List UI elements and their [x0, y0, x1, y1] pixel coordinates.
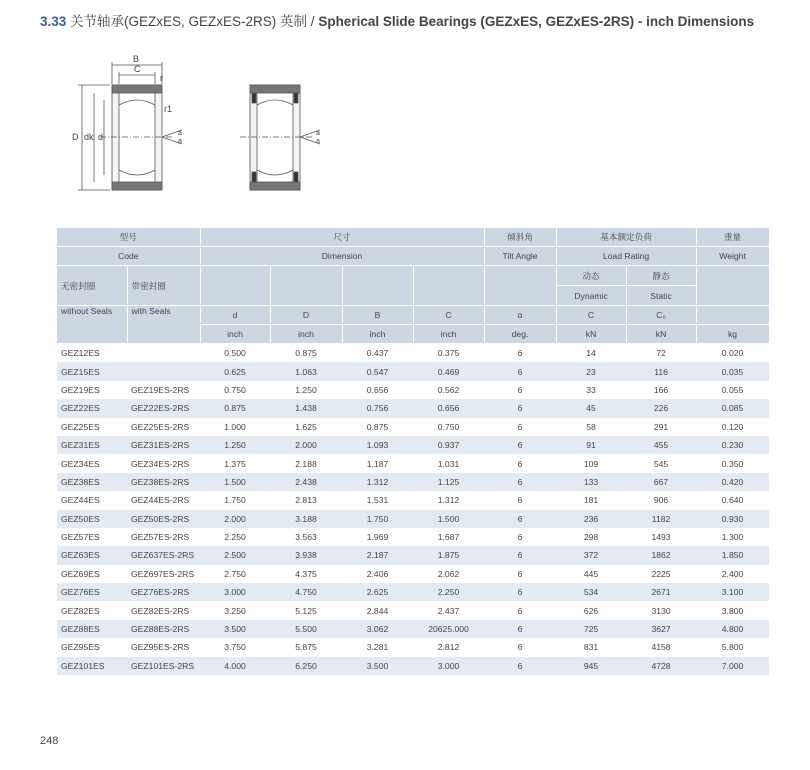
table-cell: 116: [626, 362, 696, 380]
header-dimension-cn: 尺寸: [200, 228, 484, 247]
table-cell: 0.875: [342, 418, 413, 436]
table-cell: 6: [484, 546, 556, 564]
table-cell: 0.625: [200, 362, 270, 380]
table-cell: 3130: [626, 601, 696, 619]
table-cell: 2.813: [270, 491, 342, 509]
table-cell: 667: [626, 473, 696, 491]
table-cell: 4.750: [270, 583, 342, 601]
table-row: [57, 657, 769, 675]
table-cell: GEZ57ES-2RS: [127, 528, 200, 546]
header-sym-c0: C₀: [626, 306, 696, 325]
table-cell: 0.350: [696, 454, 769, 472]
table-cell: GEZ76ES: [57, 583, 127, 601]
table-cell: GEZ34ES-2RS: [127, 454, 200, 472]
table-cell: 2.500: [200, 546, 270, 564]
table-cell: 6: [484, 638, 556, 656]
label-a-bottom-2: a: [316, 138, 320, 145]
table-cell: 3.938: [270, 546, 342, 564]
table-cell: 3.000: [200, 583, 270, 601]
table-cell: 445: [556, 565, 626, 583]
section-number: 3.33: [40, 14, 67, 29]
table-cell: 6: [484, 436, 556, 454]
table-cell: GEZ57ES: [57, 528, 127, 546]
label-r: r: [160, 73, 163, 83]
table-row: [57, 565, 769, 583]
table-cell: 2225: [626, 565, 696, 583]
table-cell: 1.250: [200, 436, 270, 454]
header-dynamic-cn: 动态: [556, 266, 626, 286]
table-cell: 0.875: [200, 399, 270, 417]
table-cell: 2.438: [270, 473, 342, 491]
table-cell: 4.375: [270, 565, 342, 583]
table-cell: 3.500: [342, 657, 413, 675]
table-cell: 0.547: [342, 362, 413, 380]
table-cell: 3.750: [200, 638, 270, 656]
table-cell: 3.000: [413, 657, 484, 675]
table-cell: 236: [556, 510, 626, 528]
table-cell: GEZ31ES-2RS: [127, 436, 200, 454]
table-cell: GEZ34ES: [57, 454, 127, 472]
table-cell: GEZ19ES-2RS: [127, 381, 200, 399]
table-cell: GEZ22ES-2RS: [127, 399, 200, 417]
table-cell: GEZ95ES: [57, 638, 127, 656]
label-a-top-2: a: [316, 130, 320, 137]
table-cell: 831: [556, 638, 626, 656]
header-code-en: Code: [57, 247, 200, 266]
table-cell: 6: [484, 454, 556, 472]
table-cell: 1.500: [413, 510, 484, 528]
table-cell: GEZ12ES: [57, 344, 127, 363]
header-unit-alpha: deg.: [484, 325, 556, 344]
bearing-drawing: [60, 50, 360, 210]
table-cell: 0.750: [200, 381, 270, 399]
table-cell: GEZ50ES: [57, 510, 127, 528]
table-cell: 1.875: [413, 546, 484, 564]
table-cell: 23: [556, 362, 626, 380]
table-cell: 3.563: [270, 528, 342, 546]
table-cell: 0.469: [413, 362, 484, 380]
table-cell: GEZ44ES-2RS: [127, 491, 200, 509]
table-cell: GEZ22ES: [57, 399, 127, 417]
table-cell: 4728: [626, 657, 696, 675]
table-cell: 109: [556, 454, 626, 472]
table-cell: 626: [556, 601, 626, 619]
table-cell: 0.437: [342, 344, 413, 363]
table-cell: 4158: [626, 638, 696, 656]
header-dimension-en: Dimension: [200, 247, 484, 266]
table-row: [57, 638, 769, 656]
table-cell: 1.625: [270, 418, 342, 436]
header-static-cn: 静态: [626, 266, 696, 286]
header-load-en: Load Rating: [556, 247, 696, 266]
table-cell: 1.850: [696, 546, 769, 564]
table-cell: GEZ101ES: [57, 657, 127, 675]
header-seal-en: with Seals: [127, 306, 200, 344]
table-cell: 3.188: [270, 510, 342, 528]
table-row: [57, 399, 769, 417]
title-english: Spherical Slide Bearings (GEZxES, GEZxES-2RS) - inch Dimensions: [318, 14, 755, 29]
table-cell: 1.250: [270, 381, 342, 399]
table-cell: 3.281: [342, 638, 413, 656]
header-sym-d: d: [200, 306, 270, 325]
label-a-bottom: a: [178, 138, 182, 145]
table-cell: 1.125: [413, 473, 484, 491]
header-sym-C: C: [413, 306, 484, 325]
label-r1: r1: [164, 104, 173, 114]
table-cell: GEZ31ES: [57, 436, 127, 454]
page-title: [40, 10, 754, 30]
table-row: [57, 418, 769, 436]
table-cell: 5.800: [696, 638, 769, 656]
label-D: D: [72, 132, 79, 142]
table-cell: 1.300: [696, 528, 769, 546]
table-cell: 1.312: [342, 473, 413, 491]
table-cell: 6: [484, 491, 556, 509]
table-cell: 2.625: [342, 583, 413, 601]
table-cell: 2.400: [696, 565, 769, 583]
header-seal-cn: 带密封圈: [127, 266, 200, 306]
header-sym-B: B: [342, 306, 413, 325]
table-cell: GEZ76ES-2RS: [127, 583, 200, 601]
table-cell: 1862: [626, 546, 696, 564]
table-cell: 6: [484, 565, 556, 583]
table-cell: 0.120: [696, 418, 769, 436]
table-cell: GEZ63ES: [57, 546, 127, 564]
table-cell: GEZ50ES-2RS: [127, 510, 200, 528]
table-cell: 0.055: [696, 381, 769, 399]
table-cell: 3.250: [200, 601, 270, 619]
table-row: [57, 491, 769, 509]
table-cell: 45: [556, 399, 626, 417]
table-cell: 1493: [626, 528, 696, 546]
table-cell: 226: [626, 399, 696, 417]
table-cell: 4.000: [200, 657, 270, 675]
table-cell: GEZ88ES: [57, 620, 127, 638]
table-row: [57, 454, 769, 472]
header-noseal-en: without Seals: [57, 306, 127, 344]
table-cell: 1.063: [270, 362, 342, 380]
table-cell: 0.640: [696, 491, 769, 509]
table-cell: 6: [484, 510, 556, 528]
table-cell: 2.188: [270, 454, 342, 472]
table-cell: 0.930: [696, 510, 769, 528]
table-cell: 5.875: [270, 638, 342, 656]
table-cell: 2.250: [413, 583, 484, 601]
header-unit-c0: kN: [626, 325, 696, 344]
table-cell: 0.230: [696, 436, 769, 454]
table-row: [57, 436, 769, 454]
table-cell: 2671: [626, 583, 696, 601]
table-cell: 2.406: [342, 565, 413, 583]
table-cell: 2.437: [413, 601, 484, 619]
table-cell: 1.969: [342, 528, 413, 546]
header-unit-weight: kg: [696, 325, 769, 344]
table-row: [57, 362, 769, 380]
table-cell: 2.062: [413, 565, 484, 583]
table-cell: 33: [556, 381, 626, 399]
table-row: [57, 546, 769, 564]
header-unit-cdyn: kN: [556, 325, 626, 344]
table-cell: 0.656: [413, 399, 484, 417]
table-cell: [127, 362, 200, 380]
header-sym-D: D: [270, 306, 342, 325]
table-cell: GEZ38ES: [57, 473, 127, 491]
table-cell: GEZ38ES-2RS: [127, 473, 200, 491]
header-tilt-cn: 倾斜角: [484, 228, 556, 247]
table-cell: 1.000: [200, 418, 270, 436]
label-C: C: [134, 64, 141, 74]
table-cell: 181: [556, 491, 626, 509]
header-static-en: Static: [626, 286, 696, 306]
label-d: d: [98, 132, 104, 142]
header-unit-B: inch: [342, 325, 413, 344]
table-cell: 291: [626, 418, 696, 436]
table-cell: 0.420: [696, 473, 769, 491]
table-row: [57, 528, 769, 546]
table-cell: 0.750: [413, 418, 484, 436]
header-sym-cdyn: C: [556, 306, 626, 325]
table-cell: GEZ88ES-2RS: [127, 620, 200, 638]
table-cell: 1.438: [270, 399, 342, 417]
table-cell: 0.875: [270, 344, 342, 363]
table-row: [57, 344, 769, 363]
table-cell: 58: [556, 418, 626, 436]
table-cell: 1.031: [413, 454, 484, 472]
table-cell: 6: [484, 601, 556, 619]
table-cell: 5.500: [270, 620, 342, 638]
table-cell: 0.937: [413, 436, 484, 454]
header-weight-cn: 重量: [696, 228, 769, 247]
table-cell: GEZ697ES-2RS: [127, 565, 200, 583]
table-cell: 1.500: [200, 473, 270, 491]
table-row: [57, 510, 769, 528]
header-weight-en: Weight: [696, 247, 769, 266]
header-unit-C: inch: [413, 325, 484, 344]
table-cell: 3.500: [200, 620, 270, 638]
table-cell: 6: [484, 657, 556, 675]
table-cell: GEZ101ES-2RS: [127, 657, 200, 675]
table-cell: GEZ19ES: [57, 381, 127, 399]
header-tilt-en: Tilt Angle: [484, 247, 556, 266]
table-cell: 166: [626, 381, 696, 399]
table-cell: 545: [626, 454, 696, 472]
table-cell: GEZ95ES-2RS: [127, 638, 200, 656]
table-cell: 1.312: [413, 491, 484, 509]
table-cell: 0.020: [696, 344, 769, 363]
label-B: B: [133, 54, 140, 64]
table-cell: 0.756: [342, 399, 413, 417]
table-cell: 6: [484, 583, 556, 601]
table-cell: 0.500: [200, 344, 270, 363]
table-cell: 3.800: [696, 601, 769, 619]
table-cell: 1.687: [413, 528, 484, 546]
table-cell: 2.844: [342, 601, 413, 619]
table-cell: 1.531: [342, 491, 413, 509]
table-cell: 455: [626, 436, 696, 454]
table-cell: 2.250: [200, 528, 270, 546]
header-unit-d: inch: [200, 325, 270, 344]
table-cell: 6.250: [270, 657, 342, 675]
table-cell: GEZ82ES: [57, 601, 127, 619]
table-cell: 91: [556, 436, 626, 454]
header-noseal-cn: 无密封圈: [57, 266, 127, 306]
table-cell: 0.375: [413, 344, 484, 363]
table-cell: 1.375: [200, 454, 270, 472]
table-cell: 0.035: [696, 362, 769, 380]
table-cell: 14: [556, 344, 626, 363]
table-cell: 72: [626, 344, 696, 363]
header-sym-alpha: α: [484, 306, 556, 325]
table-cell: 298: [556, 528, 626, 546]
table-cell: 6: [484, 473, 556, 491]
table-cell: 945: [556, 657, 626, 675]
table-cell: GEZ69ES: [57, 565, 127, 583]
table-cell: 6: [484, 620, 556, 638]
table-cell: 3.100: [696, 583, 769, 601]
table-cell: 6: [484, 362, 556, 380]
table-cell: GEZ82ES-2RS: [127, 601, 200, 619]
table-cell: 534: [556, 583, 626, 601]
table-cell: GEZ637ES-2RS: [127, 546, 200, 564]
table-cell: 7.000: [696, 657, 769, 675]
table-cell: GEZ25ES-2RS: [127, 418, 200, 436]
table-cell: 20625.000: [413, 620, 484, 638]
table-cell: 6: [484, 528, 556, 546]
table-row: [57, 620, 769, 638]
table-row: [57, 381, 769, 399]
table-cell: GEZ15ES: [57, 362, 127, 380]
table-cell: 906: [626, 491, 696, 509]
table-cell: 6: [484, 381, 556, 399]
table-cell: 725: [556, 620, 626, 638]
table-cell: GEZ25ES: [57, 418, 127, 436]
table-cell: 372: [556, 546, 626, 564]
title-chinese: 关节轴承(GEZxES, GEZxES-2RS) 英制 /: [66, 14, 319, 29]
table-cell: 1.093: [342, 436, 413, 454]
table-cell: [127, 344, 200, 363]
table-row: [57, 601, 769, 619]
table-cell: 6: [484, 344, 556, 363]
table-cell: GEZ44ES: [57, 491, 127, 509]
table-cell: 3627: [626, 620, 696, 638]
label-a-top: a: [178, 130, 182, 137]
table-cell: 6: [484, 418, 556, 436]
table-cell: 1.750: [200, 491, 270, 509]
table-cell: 2.187: [342, 546, 413, 564]
header-dynamic-en: Dynamic: [556, 286, 626, 306]
table-cell: 133: [556, 473, 626, 491]
table-row: [57, 473, 769, 491]
header-unit-D: inch: [270, 325, 342, 344]
table-cell: 1.750: [342, 510, 413, 528]
table-cell: 0.656: [342, 381, 413, 399]
table-cell: 6: [484, 399, 556, 417]
dimension-table: [57, 228, 770, 675]
table-cell: 2.000: [270, 436, 342, 454]
label-dk: dk: [84, 132, 94, 142]
table-cell: 3.062: [342, 620, 413, 638]
table-cell: 4.800: [696, 620, 769, 638]
table-cell: 5.125: [270, 601, 342, 619]
header-load-cn: 基本额定负荷: [556, 228, 696, 247]
header-code-cn: 型号: [57, 228, 200, 247]
table-cell: 0.085: [696, 399, 769, 417]
table-cell: 2.750: [200, 565, 270, 583]
table-cell: 2.000: [200, 510, 270, 528]
page-number: 248: [40, 735, 59, 747]
table-cell: 1.187: [342, 454, 413, 472]
table-cell: 0.562: [413, 381, 484, 399]
table-row: [57, 583, 769, 601]
table-cell: 2.812: [413, 638, 484, 656]
table-cell: 1182: [626, 510, 696, 528]
